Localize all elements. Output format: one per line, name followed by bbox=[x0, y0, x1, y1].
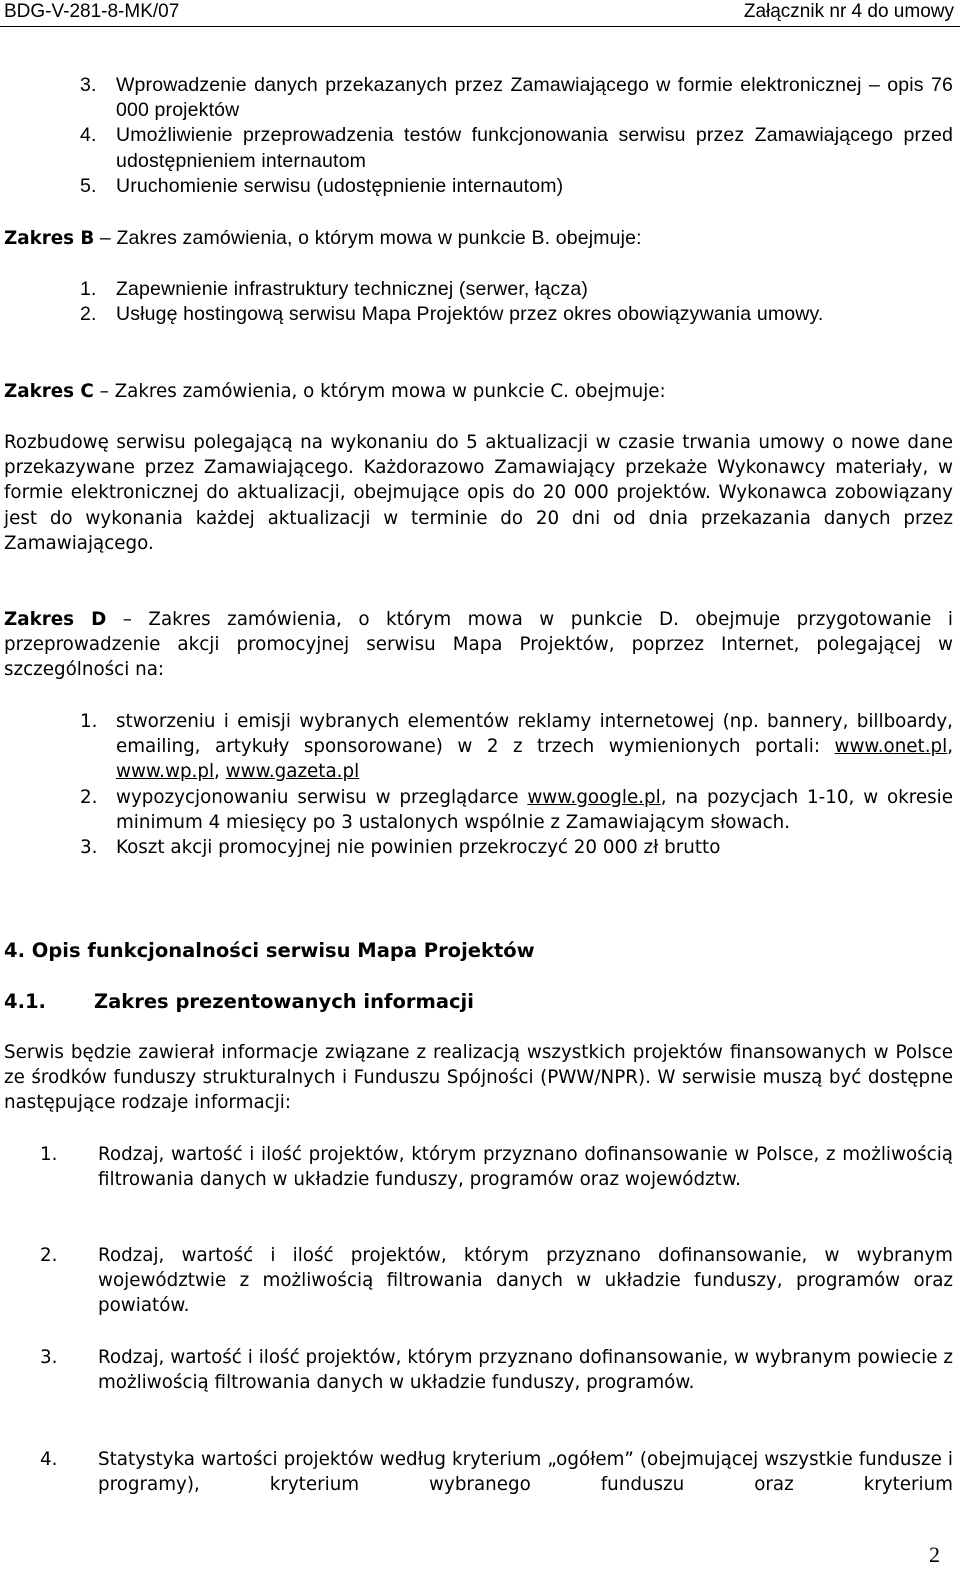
section-4-1-number: 4.1. bbox=[4, 990, 46, 1013]
zakres-d-text: – Zakres zamówienia, o którym mowa w punkcie D. obejmuje przygotowanie i przeprowadzenie akcji promocyjnej serwisu Mapa Projektów, poprzez Internet, polegającej w szczególności na: bbox=[4, 609, 953, 681]
zakres-c-body: Rozbudowę serwisu polegającą na wykonaniu do 5 aktualizacji w czasie trwania umowy o nowe dane przekazywane przez Zamawiającego. Każdorazowo Zamawiający przekaże Wykonawcy materiały, w formie elektronicznej do aktualizacji, obejmujące opis do 20 000 projektów. Wykonawca zobowiązany jest do wykonania każdej aktualizacji w terminie do 20 dni od dnia przekazania danych przez Zamawiającego. bbox=[4, 432, 953, 554]
list-separator: , bbox=[214, 761, 226, 783]
list-item bbox=[80, 835, 953, 860]
list-separator: , bbox=[947, 736, 953, 758]
list-a bbox=[80, 73, 953, 199]
zakres-c-label: Zakres C bbox=[4, 381, 94, 402]
list-item-number: 1. bbox=[80, 278, 97, 300]
list-item bbox=[40, 1142, 953, 1192]
list-item-text: Zapewnienie infrastruktury technicznej (serwer, łącza) bbox=[116, 278, 588, 300]
list-item bbox=[80, 123, 953, 173]
list-item-number: 2. bbox=[80, 786, 98, 808]
list-item-text: wypozycjonowaniu serwisu w przeglądarce bbox=[116, 786, 528, 808]
header-attachment-label: Załącznik nr 4 do umowy bbox=[743, 1, 954, 22]
list-item bbox=[80, 785, 953, 835]
list-item bbox=[80, 277, 953, 302]
header-divider bbox=[0, 26, 960, 27]
list-item-text: stworzeniu i emisji wybranych elementów reklamy internetowej (np. bannery, billboardy, emailing, artykuły sponsorowane) w 2 z trzech wymienionych portali: bbox=[116, 711, 953, 758]
link-gazeta[interactable]: www.gazeta.pl bbox=[225, 761, 360, 783]
information-types-list bbox=[40, 1243, 953, 1319]
list-item-number: 3. bbox=[40, 1347, 58, 1368]
list-item-text: Koszt akcji promocyjnej nie powinien przekroczyć 20 000 zł brutto bbox=[116, 837, 721, 859]
list-item-text: Statystyka wartości projektów według kryterium „ogółem” (obejmującej wszystkie fundusze i programy), kryterium wybranego funduszu oraz kryterium bbox=[98, 1449, 953, 1496]
list-item bbox=[40, 1447, 953, 1497]
link-google[interactable]: www.google.pl bbox=[527, 786, 661, 808]
list-item-text: Rodzaj, wartość i ilość projektów, którym przyznano dofinansowanie, w wybranym województwie z możliwością filtrowania danych w układzie funduszy, programów oraz powiatów. bbox=[98, 1245, 953, 1317]
list-item-number: 3. bbox=[80, 837, 98, 859]
list-item-text: Uruchomienie serwisu (udostępnienie internautom) bbox=[116, 174, 564, 197]
zakres-d-paragraph bbox=[4, 607, 953, 683]
list-item bbox=[40, 1345, 953, 1395]
zakres-b-text: – Zakres zamówienia, o którym mowa w punkcie B. obejmuje: bbox=[94, 227, 642, 249]
list-item-number: 1. bbox=[80, 711, 98, 732]
list-item bbox=[80, 73, 953, 123]
list-item-number: 1. bbox=[40, 1144, 58, 1165]
list-item-number: 4. bbox=[80, 124, 97, 147]
zakres-c-heading bbox=[4, 379, 953, 404]
link-wp[interactable]: www.wp.pl bbox=[116, 761, 215, 783]
page-number: 2 bbox=[929, 1542, 940, 1567]
section-4-intro: Serwis będzie zawierał informacje związane z realizacją wszystkich projektów finansowanych w Polsce ze środków funduszy strukturalnych i Funduszu Spójności (PWW/NPR). W serwisie muszą być dostępne następujące rodzaje informacji: bbox=[4, 1042, 953, 1114]
list-item-number: 3. bbox=[80, 74, 97, 96]
list-d bbox=[80, 709, 953, 860]
header-document-id: BDG-V-281-8-MK/07 bbox=[4, 1, 180, 22]
section-4-heading: 4. Opis funkcjonalności serwisu Mapa Projektów bbox=[4, 939, 535, 962]
list-item-text: , na pozycjach 1-10, w okresie minimum 4 miesięcy po 3 ustalonych wspólnie z Zamawiającym słowach. bbox=[116, 786, 953, 833]
list-item bbox=[80, 174, 953, 199]
list-b bbox=[80, 277, 953, 327]
zakres-b-heading bbox=[4, 226, 953, 251]
list-item bbox=[40, 1243, 953, 1319]
list-item-number: 4. bbox=[40, 1449, 58, 1470]
section-4-1-title: Zakres prezentowanych informacji bbox=[93, 990, 474, 1013]
information-types-list bbox=[40, 1447, 953, 1497]
zakres-d-label: Zakres D bbox=[4, 609, 107, 630]
list-item-text: Usługę hostingową serwisu Mapa Projektów przez okres obowiązywania umowy. bbox=[116, 303, 824, 326]
zakres-b-label: Zakres B bbox=[4, 228, 95, 249]
list-item-number: 5. bbox=[80, 174, 97, 197]
list-item-text: Wprowadzenie danych przekazanych przez Zamawiającego w formie elektronicznej – opis 76 000 projektów bbox=[116, 74, 953, 122]
list-item-text: Rodzaj, wartość i ilość projektów, którym przyznano dofinansowanie w Polsce, z możliwością filtrowania danych w układzie funduszy, programów oraz województw. bbox=[98, 1144, 953, 1191]
list-item bbox=[80, 302, 953, 327]
list-item bbox=[80, 709, 953, 785]
list-item-number: 2. bbox=[40, 1245, 58, 1266]
zakres-c-text: – Zakres zamówienia, o którym mowa w punkcie C. obejmuje: bbox=[93, 381, 666, 402]
link-onet[interactable]: www.onet.pl bbox=[834, 736, 948, 758]
section-4-1-heading bbox=[4, 989, 953, 1014]
list-item-text: Umożliwienie przeprowadzenia testów funkcjonowania serwisu przez Zamawiającego przed udostępnieniem internautom bbox=[116, 124, 953, 172]
information-types-list bbox=[40, 1345, 953, 1395]
information-types-list bbox=[40, 1142, 953, 1192]
list-item-number: 2. bbox=[80, 303, 97, 326]
list-item-text: Rodzaj, wartość i ilość projektów, którym przyznano dofinansowanie, w wybranym powiecie z możliwością filtrowania danych w układzie funduszy, programów. bbox=[98, 1347, 953, 1394]
